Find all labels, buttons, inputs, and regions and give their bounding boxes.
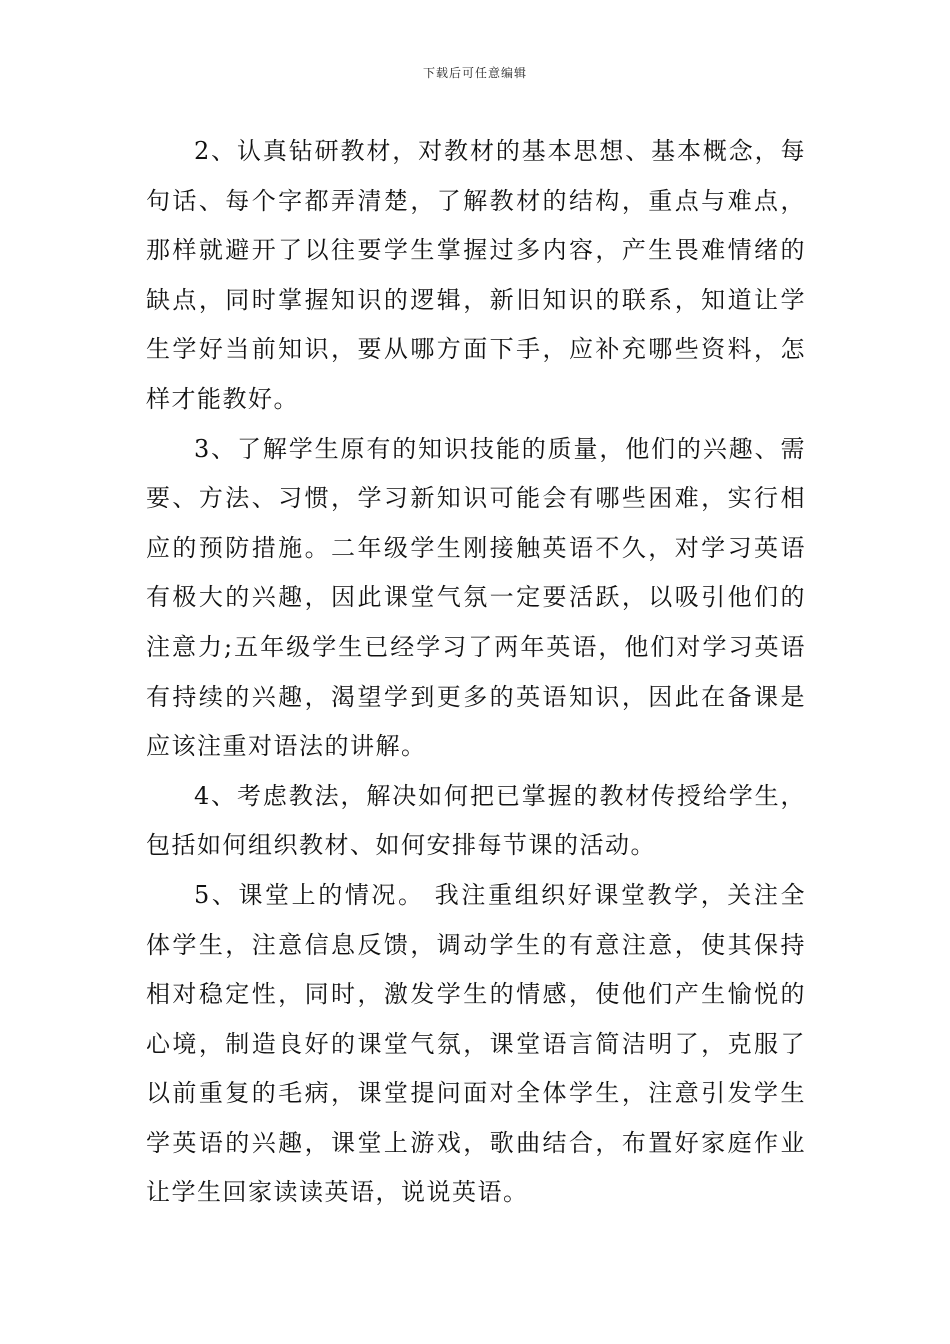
page-header: 下载后可任意编辑: [422, 66, 527, 80]
paragraph-item-2: 2、认真钻研教材，对教材的基本思想、基本概念，每句话、每个字都弄清楚，了解教材的结构，重点与难点，那样就避开了以往要学生掌握过多内容，产生畏难情绪的缺点，同时掌握知识的逻辑，新旧知识的联系，知道让学生学好当前知识，要从哪方面下手，应补充哪些资料，怎样才能教好。: [146, 137, 806, 413]
paragraph-item-3: 3、了解学生原有的知识技能的质量，他们的兴趣、需要、方法、习惯，学习新知识可能会有哪些困难，实行相应的预防措施。二年级学生刚接触英语不久，对学习英语有极大的兴趣，因此课堂气氛一定要活跃，以吸引他们的注意力;五年级学生已经学习了两年英语，他们对学习英语有持续的兴趣，渴望学到更多的英语知识，因此在备课是应该注重对语法的讲解。: [146, 434, 806, 761]
document-body: [146, 127, 806, 1218]
paragraph-item-4: 4、考虑教法，解决如何把已掌握的教材传授给学生，包括如何组织教材、如何安排每节课的活动。: [146, 781, 806, 860]
paragraph-item-5: 5、课堂上的情况。 我注重组织好课堂教学，关注全体学生，注意信息反馈，调动学生的有意注意，使其保持相对稳定性，同时，激发学生的情感，使他们产生愉悦的心境，制造良好的课堂气氛，课堂语言简洁明了，克服了以前重复的毛病，课堂提问面对全体学生，注意引发学生学英语的兴趣，课堂上游戏，歌曲结合，布置好家庭作业让学生回家读读英语，说说英语。: [146, 880, 806, 1207]
